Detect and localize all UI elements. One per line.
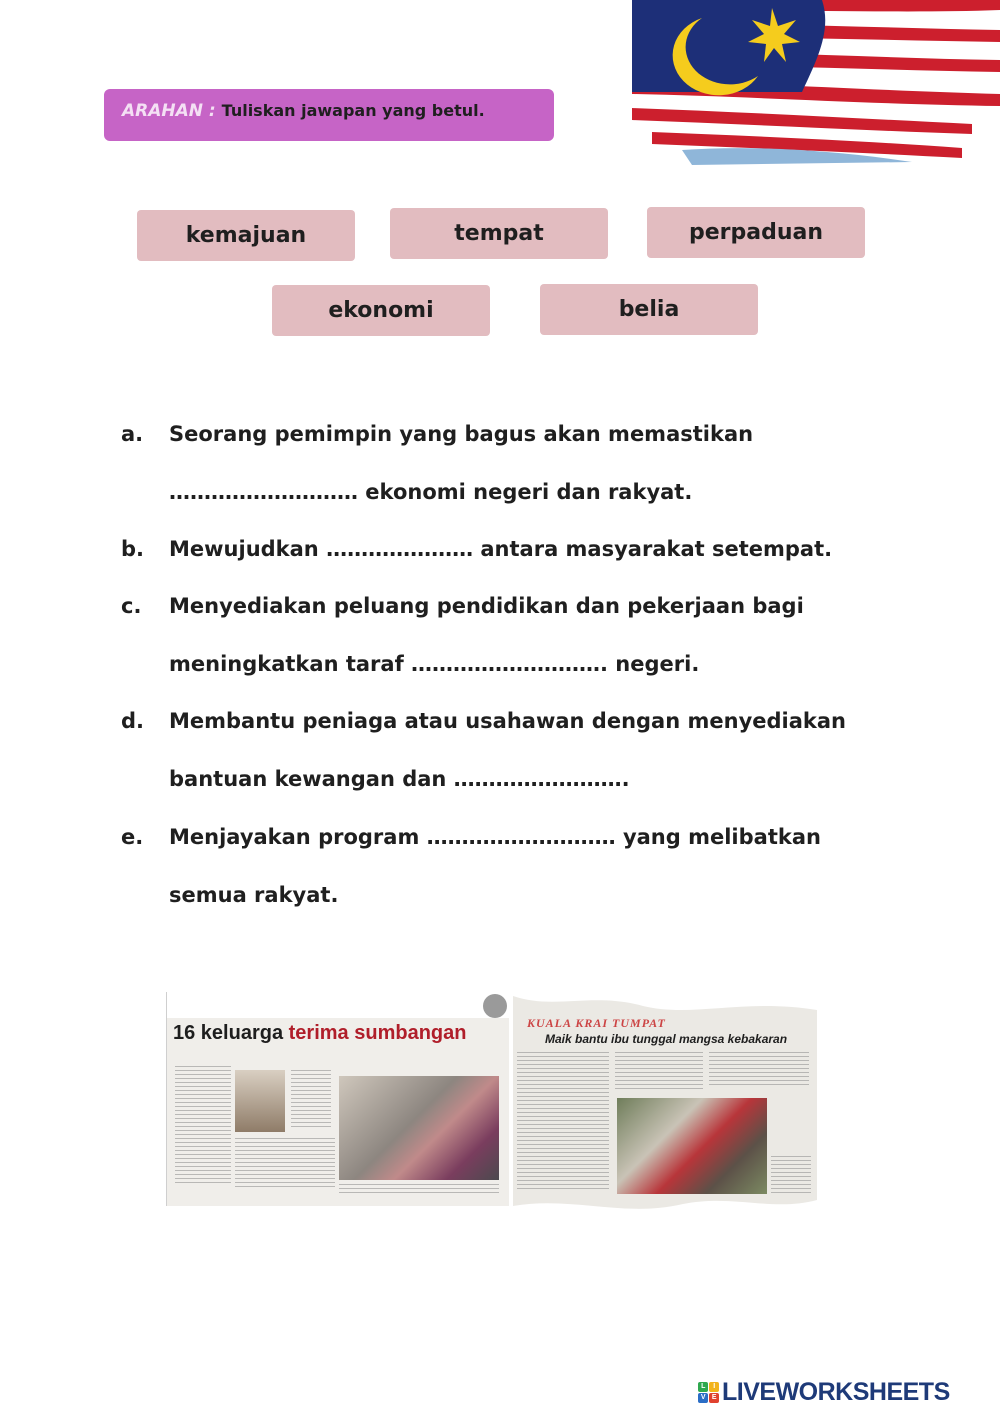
question-c-letter: c. — [121, 594, 142, 618]
malaysia-flag-image — [632, 0, 1000, 165]
clipping-2-section: KUALA KRAI TUMPAT — [527, 1016, 666, 1030]
question-b-line-1 — [121, 537, 832, 561]
photo-handover-ceremony — [339, 1076, 499, 1180]
instruction-box — [104, 89, 554, 141]
question-d-line-2 — [121, 767, 630, 791]
question-d-text-2[interactable]: bantuan kewangan dan ……………………. — [169, 767, 630, 791]
word-ekonomi[interactable]: ekonomi — [272, 285, 490, 336]
question-c-line-2 — [121, 652, 699, 676]
question-a-letter: a. — [121, 422, 144, 446]
word-kemajuan[interactable]: kemajuan — [137, 210, 355, 261]
question-a-line-2 — [121, 480, 692, 504]
photo-elderly-woman — [235, 1070, 285, 1132]
question-e-letter: e. — [121, 825, 144, 849]
question-d-letter: d. — [121, 709, 145, 733]
question-c-text-2[interactable]: meningkatkan taraf ………………………. negeri. — [169, 652, 700, 676]
brand-name: LIVEWORKSHEETS — [722, 1378, 950, 1406]
question-b-letter: b. — [121, 537, 145, 561]
question-a-line-1 — [121, 422, 753, 446]
word-belia[interactable]: belia — [540, 284, 758, 335]
instruction-text: Tuliskan jawapan yang betul. — [221, 101, 485, 120]
word-tempat[interactable]: tempat — [390, 208, 608, 259]
question-e-text-2: semua rakyat. — [169, 883, 339, 907]
question-e-text-1[interactable]: Menjayakan program ……………………… yang melibatkan — [169, 825, 821, 849]
question-d-text-1: Membantu peniaga atau usahawan dengan menyediakan — [169, 709, 846, 733]
question-d-line-1 — [121, 709, 846, 733]
word-perpaduan[interactable]: perpaduan — [647, 207, 865, 258]
instruction-label: ARAHAN : — [122, 101, 216, 121]
clipping-2-headline: Maik bantu ibu tunggal mangsa kebakaran — [545, 1032, 788, 1046]
newspaper-clipping-1 — [166, 992, 509, 1206]
question-b-text-1[interactable]: Mewujudkan ………………… antara masyarakat setempat. — [169, 537, 833, 561]
newspaper-clipping-2 — [513, 996, 817, 1218]
question-a-text-2[interactable]: ……………………… ekonomi negeri dan rakyat. — [169, 480, 693, 504]
question-a-text-1: Seorang pemimpin yang bagus akan memastikan — [169, 422, 754, 446]
clipping-1-headline: 16 keluarga terima sumbangan — [173, 1022, 467, 1044]
question-e-line-1 — [121, 825, 821, 849]
liveworksheets-logo-icon: L I V E — [698, 1382, 719, 1403]
question-c-text-1: Menyediakan peluang pendidikan dan pekerjaan bagi — [169, 594, 804, 618]
liveworksheets-brand — [698, 1378, 950, 1407]
question-c-line-1 — [121, 594, 804, 618]
question-e-line-2 — [121, 883, 338, 907]
